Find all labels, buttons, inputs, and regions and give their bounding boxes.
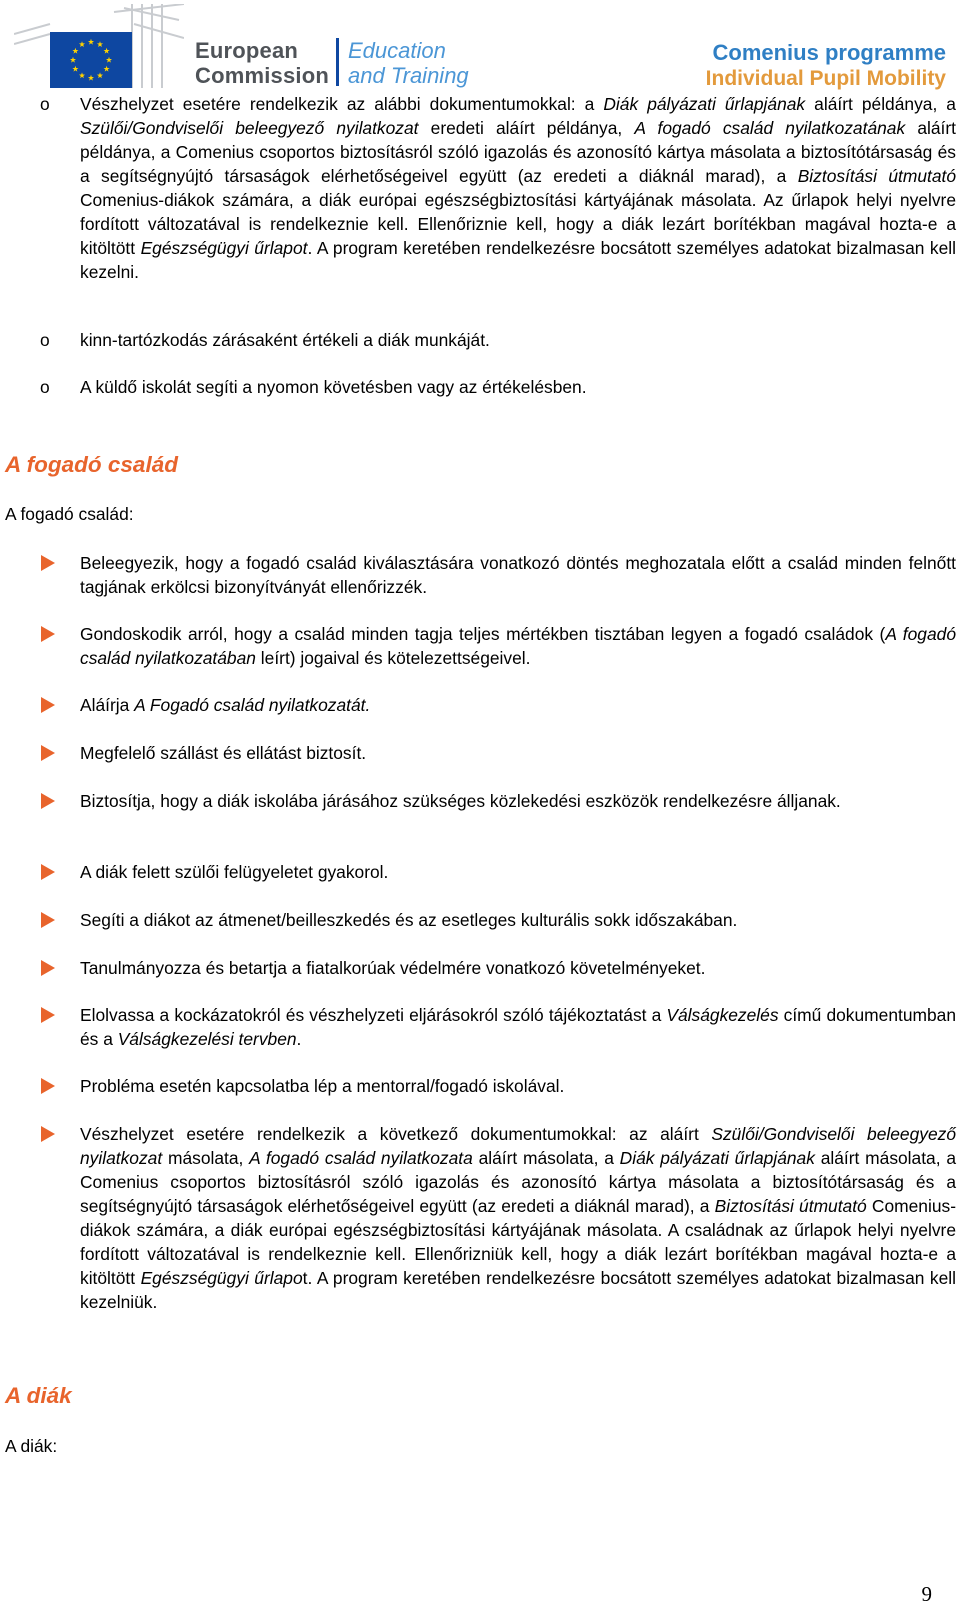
arrow-bullet-icon <box>41 793 55 809</box>
header-divider <box>336 38 339 86</box>
arrow-bullet-icon <box>41 697 55 713</box>
arrow-bullet-icon <box>41 1078 55 1094</box>
arrow-bullet-icon <box>41 626 55 642</box>
section-intro: A diák: <box>5 1436 58 1456</box>
education-training-wordmark <box>348 38 469 88</box>
edu-line-1: Education <box>348 38 446 63</box>
arrow-bullet-icon <box>41 745 55 761</box>
list-item: Tanulmányozza és betartja a fiatalkorúak védelmére vonatkozó követelményeket. <box>80 958 706 978</box>
list-item: Segíti a diákot az átmenet/beilleszkedés és az esetleges kulturális sokk időszakában. <box>80 910 738 930</box>
arrow-bullet-icon <box>41 555 55 571</box>
comenius-programme-title: Comenius programme <box>712 40 946 65</box>
list-item: Biztosítja, hogy a diák iskolába járásához szükséges közlekedési eszközök rendelkezésre álljanak. <box>80 791 841 811</box>
section-intro: A fogadó család: <box>5 504 134 524</box>
arrow-bullet-icon <box>41 912 55 928</box>
edu-line-2: and Training <box>348 63 469 88</box>
circle-bullet: o <box>40 330 50 350</box>
list-item: Vészhelyzet esetére rendelkezik a következő dokumentumokkal: az aláírt Szülői/Gondviselői beleegyező nyilatkozat másolata, A fogadó család nyilatkozata aláírt másolata, a Diák pályázati űrlapjának aláírt másolata, a Comenius csoportos biztosításról szóló igazolás és azonosító kártya másolata a biztosítótársaság és a segítségnyújtó társaságok elérhetőségeivel együtt (az eredeti a diáknál marad), a Biztosítási útmutató Comenius-diákok számára, a diák európai egészségbiztosítási kártyájának másolata. A családnak az űrlapok helyi nyelvre fordított változatával is rendelkeznie kell. Ellenőrizniük kell, hogy a diák lezárt borítékban magával hozta-e a kitöltött Egészségügyi űrlapot. A program keretében rendelkezésre bocsátott személyes adatokat bizalmasan kell kezelniük. <box>80 1124 957 1312</box>
list-item: Gondoskodik arról, hogy a család minden tagja teljes mértékben tisztában legyen a fogadó családok (A fogadó család nyilatkozatában leírt) jogaival és kötelezettségeivel. <box>80 624 956 668</box>
list-item: Aláírja A Fogadó család nyilatkozatát. <box>80 695 371 715</box>
section-heading: A diák <box>5 1383 72 1408</box>
section-heading: A fogadó család <box>5 452 178 477</box>
page-number: 9 <box>921 1582 932 1606</box>
list-item: Beleegyezik, hogy a fogadó család kiválasztására vonatkozó döntés meghozatala előtt a család minden felnőtt tagjának erkölcsi bizonyítványát ellenőrizzék. <box>80 553 956 597</box>
list-item: A diák felett szülői felügyeletet gyakorol. <box>80 862 389 882</box>
comenius-mobility-subtitle: Individual Pupil Mobility <box>705 67 946 90</box>
circle-bullet: o <box>40 94 50 114</box>
ec-line-2: Commission <box>195 63 330 88</box>
list-item: Vészhelyzet esetére rendelkezik az alábbi dokumentumokkal: a Diák pályázati űrlapjának aláírt példánya, a Szülői/Gondviselői beleegyező nyilatkozat eredeti aláírt példánya, A fogadó család nyilatkozatának aláírt példánya, a Comenius csoportos biztosításról szóló igazolás és azonosító kártya másolata a biztosítótársaság és a segítségnyújtó társaságok elérhetőségeivel együtt (az eredeti a diáknál marad), a Biztosítási útmutató Comenius-diákok számára, a diák európai egészségbiztosítási kártyájának másolata. Az űrlapok helyi nyelvre fordított változatával is rendelkeznie kell. Ellenőriznie kell, hogy a diák lezárt borítékban magával hozta-e a kitöltött Egészségügyi űrlapot. A program keretében rendelkezésre bocsátott személyes adatokat bizalmasan kell kezelni. <box>80 94 956 282</box>
list-item: kinn-tartózkodás zárásaként értékeli a diák munkáját. <box>80 330 490 350</box>
arrow-bullet-icon <box>41 1007 55 1023</box>
arrow-bullet-icon <box>41 960 55 976</box>
european-commission-logo <box>14 4 184 90</box>
circle-bullet: o <box>40 377 50 397</box>
list-item: Megfelelő szállást és ellátást biztosít. <box>80 743 367 763</box>
ec-line-1: European <box>195 38 299 63</box>
list-item: Probléma esetén kapcsolatba lép a mentorral/fogadó iskolával. <box>80 1076 565 1096</box>
list-item: A küldő iskolát segíti a nyomon követésben vagy az értékelésben. <box>80 377 587 397</box>
arrow-bullet-icon <box>41 1126 55 1142</box>
arrow-bullet-icon <box>41 864 55 880</box>
european-commission-wordmark <box>195 38 329 88</box>
page-header <box>0 0 960 92</box>
list-item: Elolvassa a kockázatokról és vészhelyzeti eljárásokról szóló tájékoztatást a Válságkezelés című dokumentumban és a Válságkezelési tervben. <box>80 1005 956 1049</box>
